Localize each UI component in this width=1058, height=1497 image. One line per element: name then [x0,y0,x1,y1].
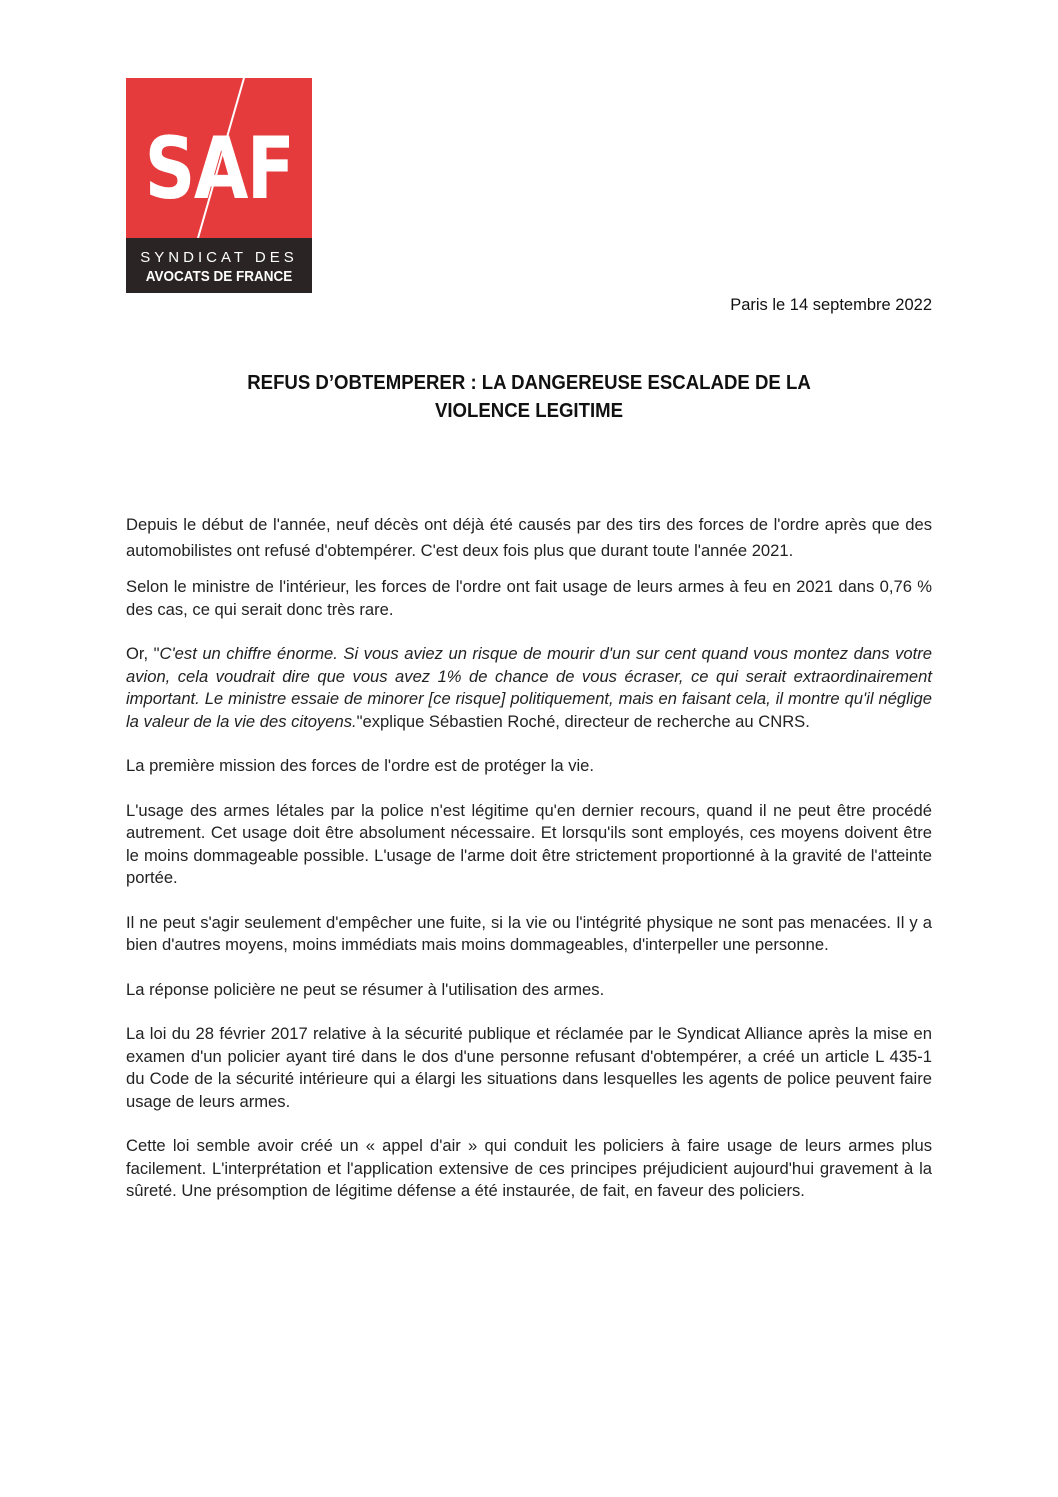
document-title [154,369,904,425]
logo-line-1: SYNDICAT DES [140,249,298,266]
quote-text: C'est un chiffre énorme. Si vous aviez un risque de mourir d'un sur cent quand vous montez dans votre avion, cela voudrait dire que vous avez 1% de chance de vous écraser, ce qui serait extraordinairement important. Le ministre essaie de minorer [ce risque] politiquement, mais en faisant cela, il montre qu'il néglige la valeur de la vie des citoyens. [126,644,932,731]
paragraph-9: Cette loi semble avoir créé un « appel d'air » qui conduit les policiers à faire usage de leurs armes plus facilement. L'interprétation et l'application extensive de ces principes préjudicient aujourd'hui gravement à la sûreté. Une présomption de légitime défense a été instaurée, de fait, en faveur des policiers. [126,1136,932,1200]
title-line-1: REFUS D’OBTEMPERER : LA DANGEREUSE ESCALADE DE LA [247,372,811,394]
title-line-2: VIOLENCE LEGITIME [434,400,624,422]
quote-prefix: Or, " [126,644,160,663]
saf-logo [126,78,312,293]
paragraph-4: La première mission des forces de l'ordre est de protéger la vie. [126,756,595,775]
paragraph-7: La réponse policière ne peut se résumer à l'utilisation des armes. [126,979,605,999]
paragraph-8: La loi du 28 février 2017 relative à la sécurité publique et réclamée par le Syndicat Alliance après la mise en examen d'un policier ayant tiré dans le dos d'une personne refusant d'obtempérer, a créé un article L 435-1 du Code de la sécurité intérieure qui a élargi les situations dans lesquelles les agents de police peuvent faire usage de leurs armes. [126,1024,932,1111]
paragraph-3 [126,643,932,733]
paragraph-2: Selon le ministre de l'intérieur, les forces de l'ordre ont fait usage de leurs armes à feu en 2021 dans 0,76 % des cas, ce qui serait donc très rare. [126,577,932,619]
document-body [126,512,932,1203]
paragraph-6: Il ne peut s'agir seulement d'empêcher une fuite, si la vie ou l'intégrité physique ne sont pas menacées. Il y a bien d'autres moyens, moins immédiats mais moins dommageables, d'interpeller une personne. [126,912,932,954]
paragraph-1: Depuis le début de l'année, neuf décès ont déjà été causés par des tirs des forces de l'ordre après que des automobilistes ont refusé d'obtempérer. C'est deux fois plus que durant toute l'année 2021. [126,515,932,560]
paragraph-5: L'usage des armes létales par la police n'est légitime qu'en dernier recours, quand il ne peut être procédé autrement. Cet usage doit être absolument nécessaire. Et lorsqu'ils sont employés, ces moyens doivent être le moins dommageable possible. L'usage de l'arme doit être strictement proportionné à la gravité de l'atteinte portée. [126,800,932,887]
logo-acronym: SAF [144,119,294,219]
quote-attribution: "explique Sébastien Roché, directeur de recherche au CNRS. [356,711,810,731]
document-date: Paris le 14 septembre 2022 [730,296,932,314]
logo-line-2: AVOCATS DE FRANCE [145,268,293,285]
